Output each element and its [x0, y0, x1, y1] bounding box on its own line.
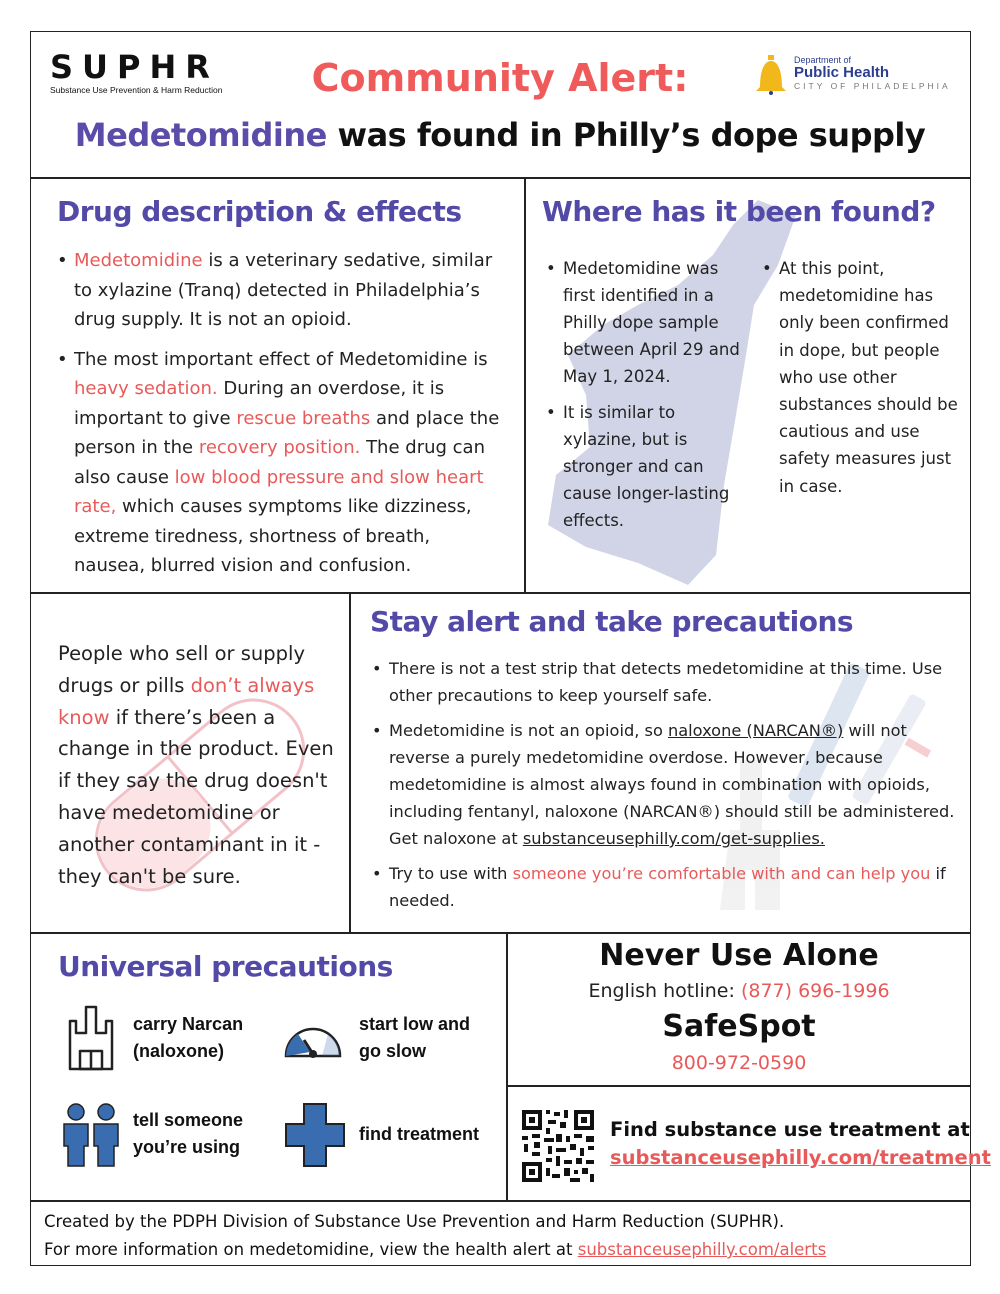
- divider: [524, 177, 526, 593]
- hotline-line: [507, 980, 971, 1002]
- logo-wordmark: SUPHR: [50, 48, 219, 86]
- pdph-logo: [752, 53, 962, 97]
- footer: [44, 1208, 826, 1264]
- divider: [30, 177, 971, 179]
- precaution-text: tell someone: [133, 1110, 244, 1130]
- body-text: The most important effect of Medetomidine is: [74, 348, 488, 370]
- precaution-text: go slow: [359, 1041, 426, 1061]
- body-text: Medetomidine is not an opioid, so: [389, 721, 668, 740]
- highlight-text: recovery position.: [198, 437, 361, 458]
- body-text: During an overdose, it is important to give: [74, 378, 445, 429]
- list-item: • At this point, medetomidine has only been confirmed in dope, but people who use other substances should be cautious and use safety measures just in case.: [762, 255, 962, 500]
- precaution-text: (naloxone): [133, 1041, 225, 1061]
- narcan-icon: [66, 1003, 116, 1073]
- naloxone-link[interactable]: naloxone (NARCAN®): [668, 721, 844, 740]
- precaution-label: [359, 1011, 470, 1065]
- highlight-text: Medetomidine: [74, 250, 203, 271]
- medical-cross-icon: [284, 1102, 346, 1168]
- highlight-text: rescue breaths: [236, 407, 371, 429]
- footer-text: For more information on medetomidine, view the health alert at: [44, 1240, 578, 1259]
- speedometer-icon: [282, 1012, 344, 1062]
- highlight-text: heavy sedation.: [74, 378, 218, 399]
- city-name: CITY OF PHILADELPHIA: [794, 81, 951, 91]
- list-item: [57, 246, 502, 335]
- body-text: which causes symptoms like dizziness, extreme tiredness, shortness of breath, nausea, blurred vision and confusion.: [74, 496, 472, 576]
- people-icon: [58, 1102, 124, 1168]
- body-text: People who sell or supply drugs or pills: [58, 642, 305, 697]
- body-text: The drug can also cause: [74, 437, 485, 488]
- highlight-text: don’t always know: [58, 673, 315, 729]
- highlight-text: someone you’re comfortable with and can help you: [512, 864, 931, 883]
- safespot-title: SafeSpot: [662, 1009, 816, 1044]
- stay-alert-list: [372, 655, 967, 922]
- precaution-text: you’re using: [133, 1137, 241, 1157]
- list-item: • There is not a test strip that detects medetomidine at this time. Use other precautions to keep yourself safe.: [372, 655, 967, 709]
- drug-description-heading: Drug description & effects: [57, 195, 462, 228]
- treatment-text: Find substance use treatment at: [610, 1118, 970, 1141]
- precaution-label: [359, 1121, 479, 1148]
- list-item: [372, 860, 967, 914]
- drug-description-list: [57, 246, 502, 591]
- precaution-label: [133, 1107, 243, 1161]
- body-text: if there’s been a change in the product. Even if they say the drug doesn't have medetomidine or another contaminant in it - they can't be sure.: [58, 705, 334, 888]
- safespot-phone[interactable]: 800-972-0590: [671, 1052, 807, 1074]
- treatment-callout: [610, 1116, 991, 1172]
- body-text: will not reverse a purely medetomidine overdose. However, because medetomidine is almost always found in combination with opioids, including fentanyl, naloxone (NARCAN®) should still be administered. Get naloxone at: [389, 721, 955, 848]
- list-item: • It is similar to xylazine, but is stronger and can cause longer-lasting effects.: [546, 399, 746, 534]
- subtitle-text: was found in Philly’s dope supply: [326, 116, 926, 154]
- precaution-label: [133, 1011, 243, 1065]
- logo-subtitle: Substance Use Prevention & Harm Reduction: [50, 85, 223, 95]
- divider: [506, 1085, 971, 1087]
- hotline-phone[interactable]: (877) 696-1996: [740, 980, 890, 1002]
- highlight-text: low blood pressure and slow heart rate,: [74, 466, 484, 517]
- list-item: [372, 717, 967, 852]
- body-text: is a veterinary sedative, similar to xylazine (Tranq) detected in Philadelphia’s drug supply. It is not an opioid.: [74, 250, 493, 330]
- treatment-link[interactable]: substanceusephilly.com/treatment: [610, 1146, 991, 1169]
- body-text: Try to use with: [389, 864, 513, 883]
- divider: [30, 932, 971, 934]
- dept-label: Department of: [794, 55, 852, 65]
- footer-credit: Created by the PDPH Division of Substance Use Prevention and Harm Reduction (SUPHR).: [44, 1212, 785, 1231]
- divider: [30, 1200, 971, 1202]
- qr-code-icon[interactable]: [520, 1108, 596, 1184]
- body-text: and place the person in the: [74, 407, 500, 458]
- sellers-note: [58, 638, 343, 892]
- precaution-text: carry Narcan: [133, 1014, 244, 1034]
- list-item: • Medetomidine was first identified in a Philly dope sample between April 29 and May 1, 2024.: [546, 255, 746, 390]
- where-found-heading: Where has it been found?: [542, 195, 936, 228]
- get-supplies-link[interactable]: substanceusephilly.com/get-supplies.: [522, 829, 825, 848]
- hotline-label: English hotline:: [588, 980, 741, 1002]
- alerts-link[interactable]: substanceusephilly.com/alerts: [577, 1240, 827, 1259]
- footer-info: [44, 1236, 826, 1264]
- liberty-bell-icon: [752, 53, 790, 95]
- never-use-alone-title: Never Use Alone: [599, 938, 879, 973]
- drug-name: Medetomidine: [74, 116, 327, 154]
- alert-title: Community Alert:: [311, 56, 689, 100]
- dept-name: Public Health: [794, 64, 890, 81]
- stay-alert-heading: Stay alert and take precautions: [370, 605, 854, 638]
- body-text: if needed.: [389, 864, 946, 910]
- universal-precautions-heading: Universal precautions: [58, 950, 393, 983]
- list-item: [57, 345, 502, 581]
- alert-subtitle: [0, 116, 1000, 154]
- where-found-list-2: [762, 255, 962, 500]
- precaution-text: start low and: [359, 1014, 471, 1034]
- where-found-list: [546, 255, 746, 543]
- precaution-text: find treatment: [359, 1124, 480, 1144]
- divider: [30, 592, 971, 594]
